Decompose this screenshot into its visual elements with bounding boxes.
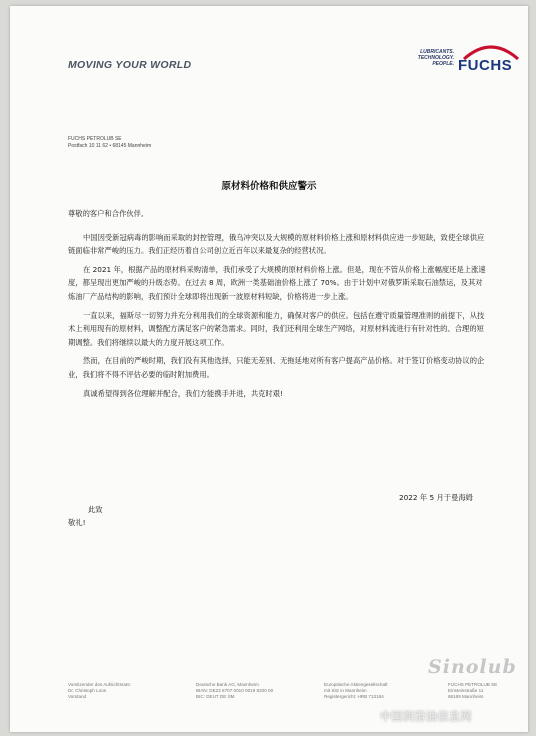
logo-tagline-line: PEOPLE. (432, 61, 454, 67)
slogan: MOVING YOUR WORLD (68, 59, 192, 71)
footer-text: Dr. Christoph Loos (68, 688, 107, 693)
watermark-brand: Sinolub (428, 656, 517, 678)
footer-text: Vorsitzender des Aufsichtsrats: (68, 682, 131, 687)
footer-text: BIC: DEUT DE SM (196, 694, 235, 699)
footer-text: 68169 Mannheim (448, 694, 484, 699)
letter-title: 原材料价格和供应警示 (221, 181, 317, 192)
date-signature: 2022 年 5 月于曼海姆 (399, 493, 473, 502)
sender-address-block (68, 136, 151, 150)
closing-block (68, 503, 103, 529)
logo-tagline (402, 49, 454, 67)
paragraph: 真诚希望得到各位理解并配合，我们方能携手并进，共克时艰! (83, 388, 283, 398)
footer-column (68, 682, 131, 700)
closing-line-1: 此致 (88, 505, 103, 514)
footer-text: Registergericht: HRB 713184 (324, 694, 384, 699)
closing-line-2: 敬礼! (68, 518, 86, 527)
watermark-site: 中国润滑油信息网 (380, 710, 472, 723)
salutation: 尊敬的客户和合作伙伴, (68, 209, 144, 218)
letter-page (10, 6, 528, 732)
logo-tagline-line: TECHNOLOGY. (417, 55, 454, 61)
logo-tagline-line: LUBRICANTS. (420, 49, 454, 55)
paragraph: 然而，在目前的严峻时期，我们没有其他选择，只能无差别、无拖延地对所有客户提高产品价格。对于签订价格变动协议的企业，我们将不得不评估必要的临时附加费用。 (68, 356, 485, 379)
footer-text: FUCHS PETROLUB SE (448, 682, 498, 687)
fuchs-logo (402, 39, 522, 83)
footer-text: Europäische Aktiengesellschaft (324, 682, 388, 687)
footer-text: Deutsche Bank AG, Mannheim (196, 682, 259, 687)
footer-column (196, 682, 273, 700)
letter-body (68, 207, 488, 405)
paragraph: 一直以来，福斯尽一切努力并充分利用我们的全球资源和能力，确保对客户的供应。包括在遵守质量管理准则的前提下，从技术上利用现有的原材料，调整配方满足客户的紧急需求。同时，我们还利用全球生产网络，对原材料流进行有针对性的、合理的短期调整。我们将继续以最大的力度开展这项工作。 (68, 310, 485, 347)
sender-company: FUCHS PETROLUB SE (68, 136, 122, 142)
paragraph: 中国因受新冠病毒的影响而采取的封控管理，俄乌冲突以及大规模的原材料价格上涨和原材料供应进一步短缺，致使全球供应链面临非常严峻的压力。我们正经历着自公司创立近百年以来最复杂的经营状况。 (68, 232, 485, 256)
watermark (378, 656, 536, 736)
logo-name: FUCHS (458, 57, 513, 74)
sender-address: Postfach 10 11 62 • 68145 Mannheim (68, 143, 152, 149)
footer-text: mit Sitz in Mannheim (324, 688, 367, 693)
paragraph: 在 2021 年，根据产品的原材料采购清单，我们承受了大规模的原材料价格上涨。但是，现在不管从价格上涨幅度还是上涨速度，都呈现出更加严峻的升级态势。在过去 8 周，欧洲一类基础油价格上涨了 70%。由于计划中对俄罗斯采取石油禁运，及其对炼油厂产品结构的影响，我们预计全球即将出现新一波原材料短缺，价格将进一步上涨。 (68, 264, 486, 301)
footer-text: Einsteinstraße 11 (448, 688, 484, 693)
footer-text: Vorstand (68, 694, 87, 699)
footer-text: IBAN: DE22 6707 0010 0019 8200 00 (196, 688, 274, 693)
